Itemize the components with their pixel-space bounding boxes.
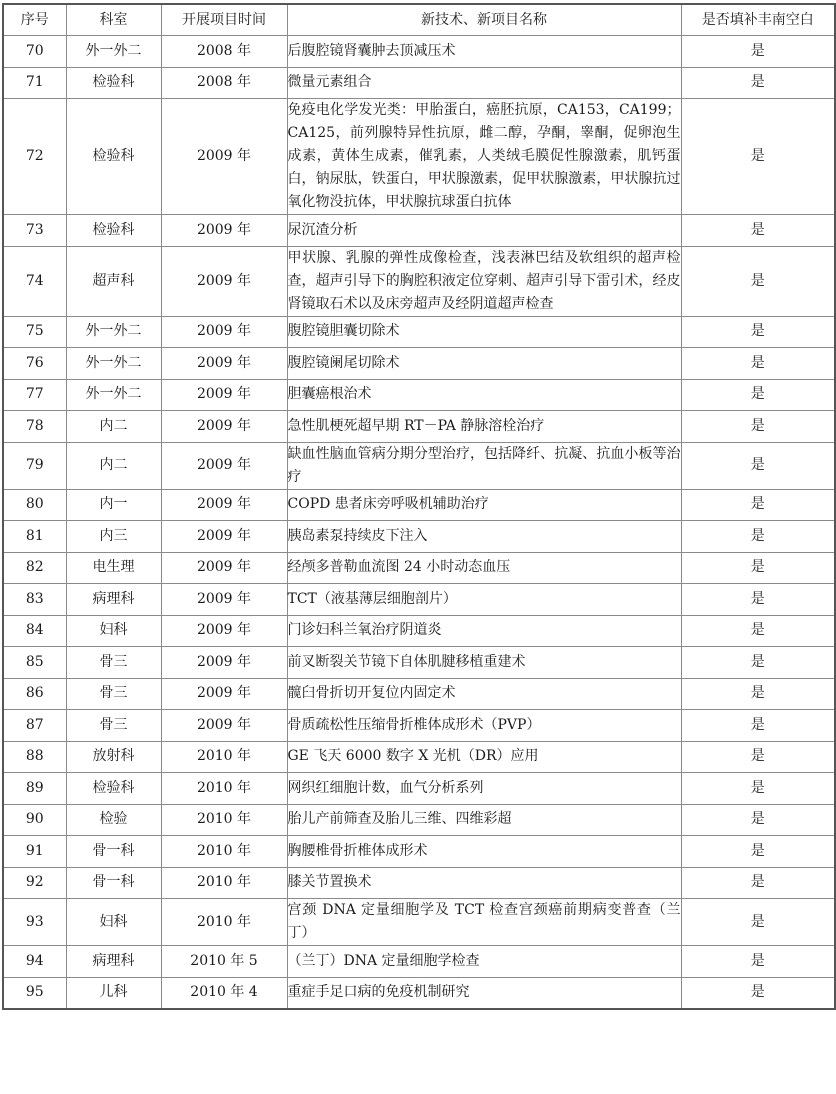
department-cell: 外一外二 — [66, 316, 161, 348]
table-row — [3, 316, 835, 348]
table-row — [3, 615, 835, 647]
department-cell: 病理科 — [66, 584, 161, 616]
project-name-text: TCT（液基薄层细胞剖片） — [287, 590, 457, 607]
start-time-cell: 2009 年 — [161, 584, 287, 616]
table-row — [3, 946, 835, 978]
project-name-text: 腹腔镜胆囊切除术 — [287, 323, 400, 340]
start-time-cell: 2009 年 — [161, 411, 287, 443]
table-row — [3, 67, 835, 99]
project-name-text: 腹腔镜阑尾切除术 — [287, 354, 400, 371]
project-name-text: 重症手足口病的免疫机制研究 — [287, 984, 470, 1001]
start-time-cell: 2009 年 — [161, 99, 287, 215]
project-name-text: 膝关节置换术 — [287, 874, 372, 891]
project-name-text: 免疫电化学发光类：甲胎蛋白，癌胚抗原，CA153，CA199；CA125，前列腺特异性抗原，雌二醇，孕酮，睾酮，促卵泡生成素，黄体生成素，催乳素，人类绒毛膜促性腺激素，肌钙蛋白，钠尿肽，铁蛋白，甲状腺激素，促甲状腺激素，甲状腺抗过氧化物没抗体，甲状腺抗球蛋白抗体 — [287, 102, 681, 210]
header-fills-gap: 是否填补丰南空白 — [681, 4, 835, 36]
project-name-cell — [287, 36, 681, 68]
start-time-cell: 2009 年 — [161, 348, 287, 380]
table-row — [3, 741, 835, 773]
table-row — [3, 36, 835, 68]
fills-gap-cell: 是 — [681, 246, 835, 316]
department-cell: 儿科 — [66, 977, 161, 1009]
department-cell: 超声科 — [66, 246, 161, 316]
start-time-cell: 2010 年 — [161, 836, 287, 868]
project-name-text: 宫颈 DNA 定量细胞学及 TCT 检查宫颈癌前期病变普查（兰丁） — [287, 902, 681, 941]
serial-number-cell: 71 — [3, 67, 66, 99]
department-cell: 骨三 — [66, 647, 161, 679]
department-cell: 内一 — [66, 489, 161, 521]
serial-number-cell: 93 — [3, 899, 66, 946]
start-time-cell: 2008 年 — [161, 36, 287, 68]
header-department: 科室 — [66, 4, 161, 36]
project-name-cell — [287, 215, 681, 247]
start-time-cell: 2010 年 5 — [161, 946, 287, 978]
fills-gap-cell: 是 — [681, 946, 835, 978]
project-name-cell — [287, 647, 681, 679]
serial-number-cell: 90 — [3, 804, 66, 836]
project-name-cell — [287, 836, 681, 868]
department-cell: 骨一科 — [66, 836, 161, 868]
table-row — [3, 647, 835, 679]
project-name-cell — [287, 899, 681, 946]
table-row — [3, 246, 835, 316]
table-row — [3, 99, 835, 215]
fills-gap-cell: 是 — [681, 521, 835, 553]
fills-gap-cell: 是 — [681, 99, 835, 215]
fills-gap-cell: 是 — [681, 647, 835, 679]
project-name-text: 胸腰椎骨折椎体成形术 — [287, 842, 428, 859]
department-cell: 检验科 — [66, 99, 161, 215]
start-time-cell: 2009 年 — [161, 442, 287, 489]
department-cell: 骨三 — [66, 710, 161, 742]
project-name-cell — [287, 67, 681, 99]
start-time-cell: 2010 年 — [161, 867, 287, 899]
serial-number-cell: 72 — [3, 99, 66, 215]
fills-gap-cell: 是 — [681, 615, 835, 647]
start-time-cell: 2009 年 — [161, 615, 287, 647]
serial-number-cell: 84 — [3, 615, 66, 647]
fills-gap-cell: 是 — [681, 678, 835, 710]
fills-gap-cell: 是 — [681, 67, 835, 99]
project-name-cell — [287, 773, 681, 805]
project-name-cell — [287, 584, 681, 616]
department-cell: 检验科 — [66, 215, 161, 247]
table-row — [3, 773, 835, 805]
start-time-cell: 2009 年 — [161, 710, 287, 742]
table-row — [3, 584, 835, 616]
header-start-time: 开展项目时间 — [161, 4, 287, 36]
start-time-cell: 2009 年 — [161, 521, 287, 553]
project-name-cell — [287, 710, 681, 742]
fills-gap-cell: 是 — [681, 773, 835, 805]
department-cell: 骨三 — [66, 678, 161, 710]
project-name-text: COPD 患者床旁呼吸机辅助治疗 — [287, 496, 489, 513]
project-name-text: 急性肌梗死超早期 RT－PA 静脉溶栓治疗 — [287, 417, 545, 434]
serial-number-cell: 88 — [3, 741, 66, 773]
fills-gap-cell: 是 — [681, 741, 835, 773]
serial-number-cell: 74 — [3, 246, 66, 316]
start-time-cell: 2010 年 — [161, 741, 287, 773]
project-name-cell — [287, 489, 681, 521]
project-name-text: 微量元素组合 — [287, 74, 372, 91]
project-name-text: 前叉断裂关节镜下自体肌腱移植重建术 — [287, 653, 526, 670]
serial-number-cell: 73 — [3, 215, 66, 247]
fills-gap-cell: 是 — [681, 867, 835, 899]
serial-number-cell: 70 — [3, 36, 66, 68]
fills-gap-cell: 是 — [681, 215, 835, 247]
project-name-cell — [287, 552, 681, 584]
fills-gap-cell: 是 — [681, 379, 835, 411]
table-row — [3, 215, 835, 247]
start-time-cell: 2010 年 — [161, 899, 287, 946]
department-cell: 内二 — [66, 411, 161, 443]
table-row — [3, 489, 835, 521]
project-name-text: 甲状腺、乳腺的弹性成像检查，浅表淋巴结及软组织的超声检查，超声引导下的胸腔积液定位穿刺、超声引导下雷引术，经皮肾镜取石术以及床旁超声及经阴道超声检查 — [287, 249, 681, 312]
serial-number-cell: 82 — [3, 552, 66, 584]
serial-number-cell: 95 — [3, 977, 66, 1009]
start-time-cell: 2009 年 — [161, 489, 287, 521]
table-row — [3, 442, 835, 489]
serial-number-cell: 77 — [3, 379, 66, 411]
project-name-cell — [287, 442, 681, 489]
serial-number-cell: 83 — [3, 584, 66, 616]
project-name-cell — [287, 977, 681, 1009]
project-name-text: 胎儿产前筛查及胎儿三维、四维彩超 — [287, 811, 512, 828]
serial-number-cell: 76 — [3, 348, 66, 380]
fills-gap-cell: 是 — [681, 977, 835, 1009]
fills-gap-cell: 是 — [681, 348, 835, 380]
serial-number-cell: 75 — [3, 316, 66, 348]
table-row — [3, 521, 835, 553]
project-name-text: GE 飞天 6000 数字 X 光机（DR）应用 — [287, 748, 539, 765]
start-time-cell: 2009 年 — [161, 678, 287, 710]
project-name-cell — [287, 316, 681, 348]
project-name-text: 缺血性脑血管病分期分型治疗，包括降纤、抗凝、抗血小板等治疗 — [287, 445, 681, 485]
fills-gap-cell: 是 — [681, 442, 835, 489]
project-name-cell — [287, 678, 681, 710]
table-row — [3, 678, 835, 710]
fills-gap-cell: 是 — [681, 899, 835, 946]
table-row — [3, 804, 835, 836]
serial-number-cell: 81 — [3, 521, 66, 553]
start-time-cell: 2009 年 — [161, 316, 287, 348]
serial-number-cell: 86 — [3, 678, 66, 710]
table-row — [3, 977, 835, 1009]
header-project-name: 新技术、新项目名称 — [287, 4, 681, 36]
fills-gap-cell: 是 — [681, 836, 835, 868]
table-row — [3, 836, 835, 868]
serial-number-cell: 87 — [3, 710, 66, 742]
project-name-text: 后腹腔镜肾囊肿去顶减压术 — [287, 42, 456, 59]
department-cell: 内三 — [66, 521, 161, 553]
project-name-cell — [287, 411, 681, 443]
table-row — [3, 379, 835, 411]
table-header-row — [3, 4, 835, 36]
serial-number-cell: 85 — [3, 647, 66, 679]
department-cell: 病理科 — [66, 946, 161, 978]
fills-gap-cell: 是 — [681, 710, 835, 742]
project-name-text: 尿沉渣分析 — [287, 221, 358, 238]
department-cell: 外一外二 — [66, 348, 161, 380]
fills-gap-cell: 是 — [681, 316, 835, 348]
fills-gap-cell: 是 — [681, 411, 835, 443]
serial-number-cell: 94 — [3, 946, 66, 978]
project-name-cell — [287, 741, 681, 773]
project-name-cell — [287, 521, 681, 553]
department-cell: 电生理 — [66, 552, 161, 584]
project-name-text: 胰岛素泵持续皮下注入 — [287, 527, 428, 544]
start-time-cell: 2009 年 — [161, 215, 287, 247]
fills-gap-cell: 是 — [681, 804, 835, 836]
serial-number-cell: 92 — [3, 867, 66, 899]
project-name-text: 胆囊癌根治术 — [287, 386, 372, 403]
project-name-text: 门诊妇科兰氧治疗阴道炎 — [287, 622, 442, 639]
project-name-cell — [287, 99, 681, 215]
start-time-cell: 2009 年 — [161, 647, 287, 679]
department-cell: 检验 — [66, 804, 161, 836]
start-time-cell: 2009 年 — [161, 379, 287, 411]
serial-number-cell: 79 — [3, 442, 66, 489]
start-time-cell: 2009 年 — [161, 246, 287, 316]
department-cell: 内二 — [66, 442, 161, 489]
department-cell: 骨一科 — [66, 867, 161, 899]
table-row — [3, 710, 835, 742]
department-cell: 外一外二 — [66, 36, 161, 68]
serial-number-cell: 89 — [3, 773, 66, 805]
project-name-text: 网织红细胞计数，血气分析系列 — [287, 779, 484, 796]
fills-gap-cell: 是 — [681, 552, 835, 584]
department-cell: 放射科 — [66, 741, 161, 773]
serial-number-cell: 80 — [3, 489, 66, 521]
serial-number-cell: 78 — [3, 411, 66, 443]
start-time-cell: 2010 年 — [161, 804, 287, 836]
fills-gap-cell: 是 — [681, 584, 835, 616]
start-time-cell: 2009 年 — [161, 552, 287, 584]
start-time-cell: 2010 年 — [161, 773, 287, 805]
fills-gap-cell: 是 — [681, 36, 835, 68]
table-row — [3, 552, 835, 584]
project-name-cell — [287, 804, 681, 836]
department-cell: 检验科 — [66, 67, 161, 99]
department-cell: 妇科 — [66, 615, 161, 647]
table-row — [3, 411, 835, 443]
project-name-text: （兰丁）DNA 定量细胞学检查 — [287, 952, 480, 969]
start-time-cell: 2010 年 4 — [161, 977, 287, 1009]
new-technology-table — [2, 3, 836, 1010]
project-name-cell — [287, 348, 681, 380]
table-row — [3, 899, 835, 946]
project-name-text: 经颅多普勒血流图 24 小时动态血压 — [287, 559, 511, 576]
department-cell: 检验科 — [66, 773, 161, 805]
start-time-cell: 2008 年 — [161, 67, 287, 99]
header-serial-number: 序号 — [3, 4, 66, 36]
department-cell: 外一外二 — [66, 379, 161, 411]
serial-number-cell: 91 — [3, 836, 66, 868]
project-name-cell — [287, 615, 681, 647]
project-name-cell — [287, 379, 681, 411]
project-name-cell — [287, 246, 681, 316]
table-row — [3, 348, 835, 380]
project-name-cell — [287, 867, 681, 899]
department-cell: 妇科 — [66, 899, 161, 946]
table-row — [3, 867, 835, 899]
fills-gap-cell: 是 — [681, 489, 835, 521]
project-name-text: 骨质疏松性压缩骨折椎体成形术（PVP） — [287, 716, 541, 733]
project-name-text: 髋臼骨折切开复位内固定术 — [287, 685, 456, 702]
table-body — [3, 36, 835, 1010]
project-name-cell — [287, 946, 681, 978]
